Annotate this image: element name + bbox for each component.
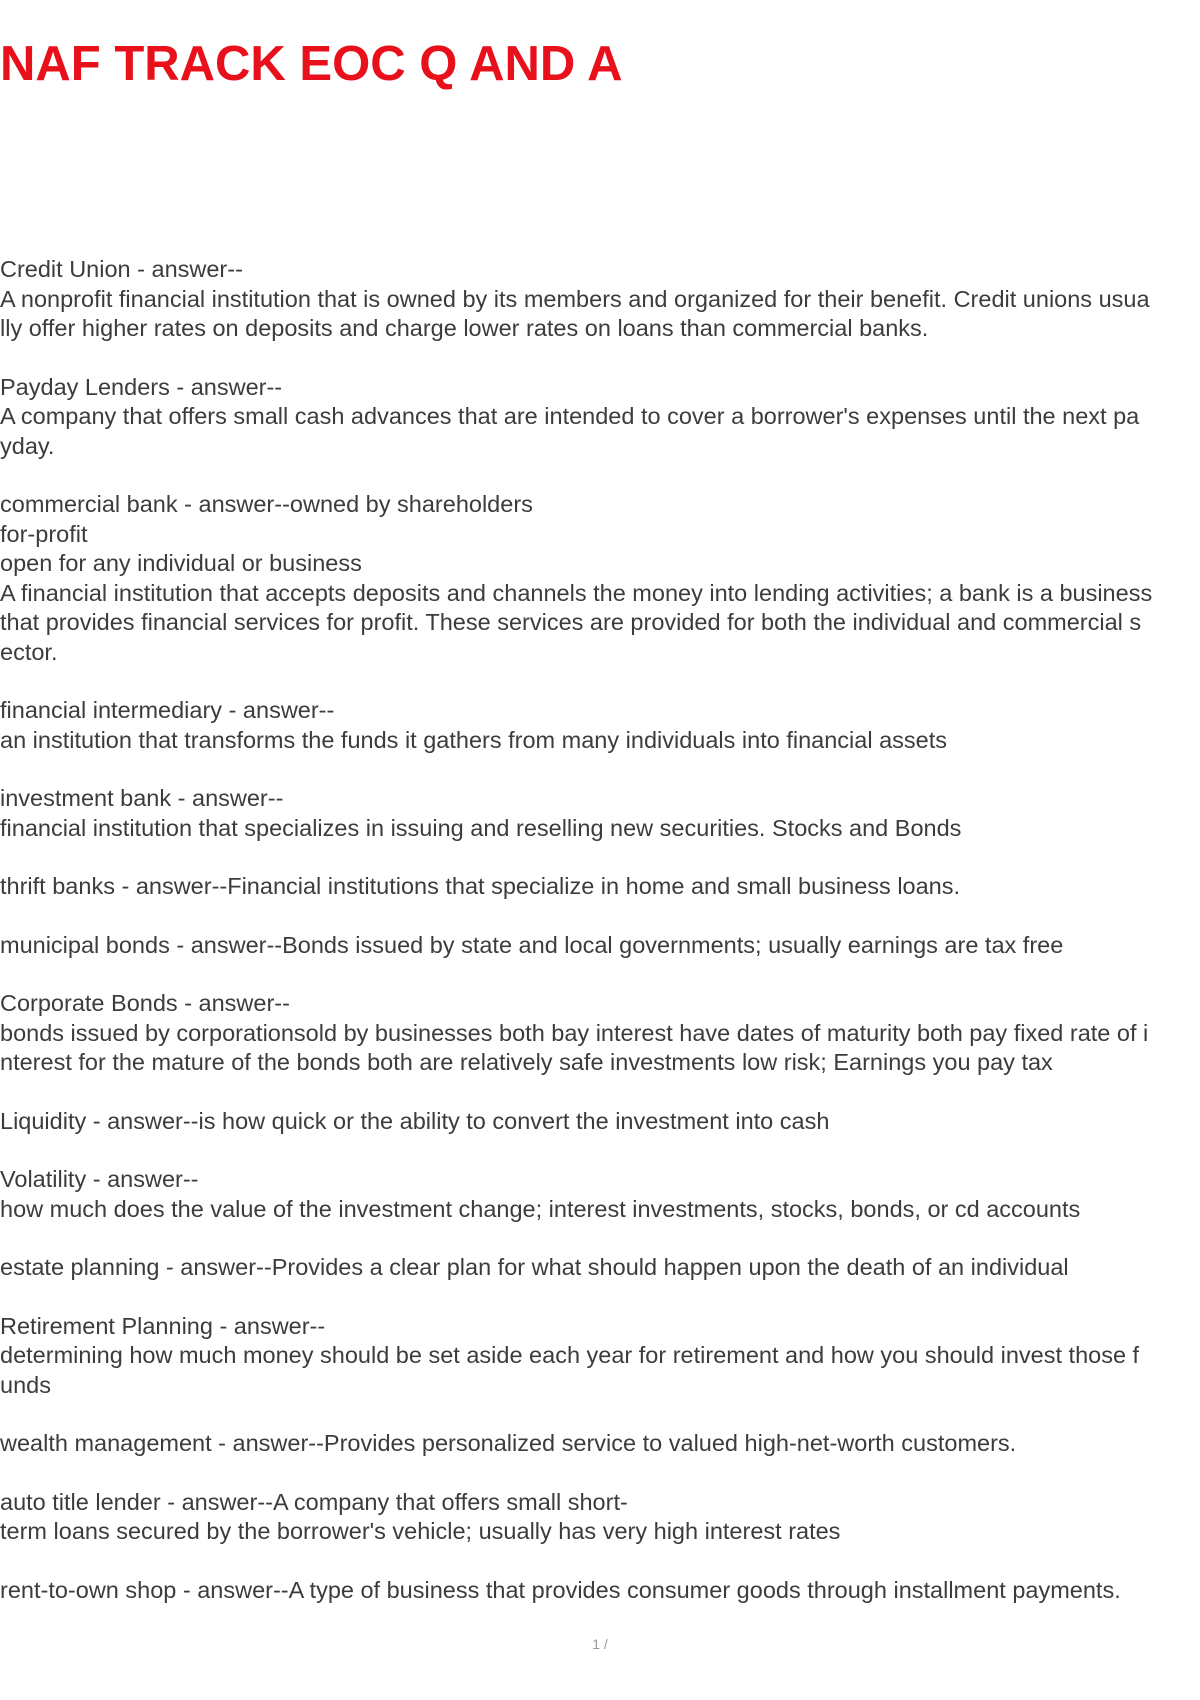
- qa-entry: [0, 255, 1196, 344]
- qa-entry-term-line: rent-to-own shop - answer--A type of business that provides consumer goods through installment payments.: [0, 1576, 1121, 1603]
- qa-entry: [0, 1107, 1196, 1137]
- qa-entry-term-line: Payday Lenders - answer--: [0, 373, 283, 400]
- qa-entry-text-line: bonds issued by corporationsold by businesses both bay interest have dates of maturity both pay fixed rate of i: [0, 1019, 1149, 1046]
- qa-entry-text-line: term loans secured by the borrower's vehicle; usually has very high interest rates: [0, 1518, 841, 1544]
- qa-entry: [0, 1312, 1196, 1401]
- qa-entry: [0, 1165, 1196, 1224]
- qa-entry-text-line: an institution that transforms the funds it gathers from many individuals into financial assets: [0, 726, 947, 753]
- qa-entry-term-line: financial intermediary - answer--: [0, 697, 335, 723]
- qa-entry-list: [0, 255, 1196, 1634]
- qa-entry: [0, 1488, 1196, 1547]
- qa-entry: [0, 490, 1196, 667]
- qa-entry-term-line: commercial bank - answer--owned by shareholders: [0, 491, 533, 517]
- qa-entry-term-line: thrift banks - answer--Financial institutions that specialize in home and small business loans.: [0, 873, 961, 899]
- qa-entry-term-line: Retirement Planning - answer--: [0, 1312, 326, 1339]
- qa-entry-term-line: Liquidity - answer--is how quick or the ability to convert the investment into cash: [0, 1107, 830, 1134]
- qa-entry-text-line: ector.: [0, 638, 58, 665]
- qa-entry-term-line: municipal bonds - answer--Bonds issued by state and local governments; usually earnings are tax free: [0, 931, 1064, 958]
- qa-entry: [0, 373, 1196, 462]
- qa-entry-text-line: open for any individual or business: [0, 550, 362, 576]
- qa-entry: [0, 1253, 1196, 1283]
- qa-entry-text-line: yday.: [0, 432, 55, 459]
- qa-entry: [0, 931, 1196, 961]
- qa-entry-text-line: lly offer higher rates on deposits and charge lower rates on loans than commercial banks.: [0, 315, 929, 341]
- qa-entry: [0, 1576, 1196, 1606]
- page-number: 1 /: [592, 1636, 608, 1652]
- qa-entry: [0, 1429, 1196, 1459]
- qa-entry-term-line: estate planning - answer--Provides a clear plan for what should happen upon the death of an individual: [0, 1254, 1069, 1280]
- qa-entry-text-line: unds: [0, 1371, 51, 1398]
- qa-entry-text-line: how much does the value of the investment change; interest investments, stocks, bonds, or cd accounts: [0, 1195, 1081, 1222]
- qa-entry-term-line: auto title lender - answer--A company that offers small short-: [0, 1488, 628, 1515]
- qa-entry-text-line: nterest for the mature of the bonds both are relatively safe investments low risk; Earnings you pay tax: [0, 1049, 1053, 1075]
- qa-entry-text-line: for-profit: [0, 520, 88, 547]
- qa-entry: [0, 784, 1196, 843]
- qa-entry: [0, 872, 1196, 902]
- qa-entry-term-line: wealth management - answer--Provides personalized service to valued high-net-worth customers.: [0, 1430, 1017, 1456]
- qa-entry: [0, 989, 1196, 1078]
- qa-entry-text-line: financial institution that specializes in issuing and reselling new securities. Stocks and Bonds: [0, 814, 962, 841]
- qa-entry-term-line: investment bank - answer--: [0, 785, 284, 811]
- qa-entry-text-line: A nonprofit financial institution that is owned by its members and organized for their benefit. Credit unions usua: [0, 285, 1150, 312]
- qa-entry: [0, 696, 1196, 755]
- document-title: NAF TRACK EOC Q AND A: [0, 37, 623, 91]
- qa-entry-term-line: Volatility - answer--: [0, 1166, 199, 1192]
- qa-entry-text-line: A company that offers small cash advances that are intended to cover a borrower's expenses until the next pa: [0, 403, 1140, 429]
- qa-entry-text-line: determining how much money should be set aside each year for retirement and how you should invest those f: [0, 1342, 1140, 1368]
- qa-entry-text-line: that provides financial services for profit. These services are provided for both the individual and commercial s: [0, 609, 1142, 635]
- qa-entry-term-line: Credit Union - answer--: [0, 256, 243, 282]
- qa-entry-text-line: A financial institution that accepts deposits and channels the money into lending activities; a bank is a business: [0, 579, 1153, 606]
- qa-entry-term-line: Corporate Bonds - answer--: [0, 990, 290, 1016]
